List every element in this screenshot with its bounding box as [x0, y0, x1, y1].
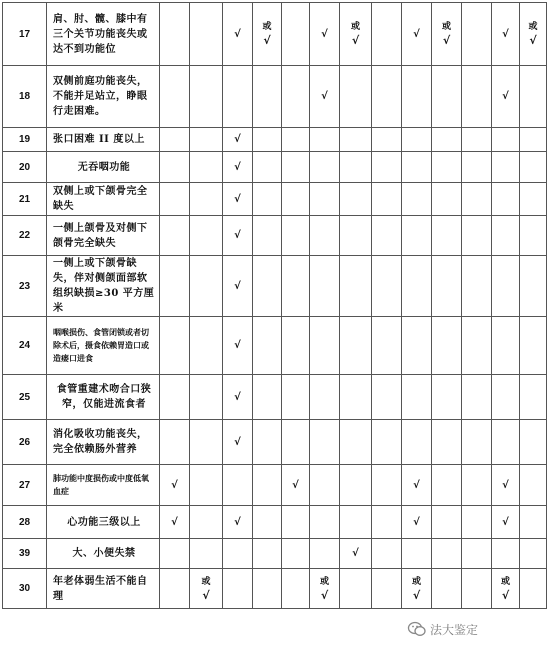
empty-cell: [190, 216, 223, 256]
check-mark: √: [160, 506, 190, 539]
empty-cell: [402, 256, 432, 317]
table-row: [3, 216, 547, 256]
item-number: 27: [3, 465, 47, 506]
empty-cell: [372, 539, 402, 569]
empty-cell: [282, 216, 310, 256]
table-row: [3, 539, 547, 569]
table-row: [3, 506, 547, 539]
table-row: [3, 66, 547, 128]
check-mark: √: [223, 216, 253, 256]
check-mark: √: [492, 3, 520, 66]
check-mark: √: [492, 506, 520, 539]
empty-cell: [372, 152, 402, 183]
empty-cell: [282, 66, 310, 128]
empty-cell: [432, 152, 462, 183]
check-mark: √: [340, 539, 372, 569]
empty-cell: [160, 216, 190, 256]
empty-cell: [492, 420, 520, 465]
or-label: 或: [441, 22, 451, 32]
empty-cell: [190, 3, 223, 66]
empty-cell: [160, 420, 190, 465]
empty-cell: [190, 152, 223, 183]
table-row: [3, 152, 547, 183]
empty-cell: [520, 506, 547, 539]
empty-cell: [253, 66, 282, 128]
item-number: 19: [3, 128, 47, 152]
check-mark: √: [223, 317, 253, 375]
empty-cell: [520, 128, 547, 152]
empty-cell: [190, 66, 223, 128]
check-mark: √: [223, 375, 253, 420]
disability-criteria-table: [2, 2, 547, 609]
empty-cell: [402, 128, 432, 152]
or-label: 或: [201, 576, 211, 587]
empty-cell: [340, 506, 372, 539]
empty-cell: [282, 3, 310, 66]
empty-cell: [253, 317, 282, 375]
empty-cell: [190, 420, 223, 465]
empty-cell: [432, 375, 462, 420]
empty-cell: [520, 465, 547, 506]
empty-cell: [160, 539, 190, 569]
empty-cell: [492, 539, 520, 569]
check-icon: √: [320, 588, 329, 602]
empty-cell: [372, 317, 402, 375]
item-description: 无吞咽功能: [47, 152, 160, 183]
empty-cell: [520, 569, 547, 609]
empty-cell: [253, 506, 282, 539]
item-description: 大、小便失禁: [47, 539, 160, 569]
item-description: 年老体弱生活不能自理: [47, 569, 160, 609]
empty-cell: [310, 465, 340, 506]
empty-cell: [372, 128, 402, 152]
empty-cell: [282, 420, 310, 465]
table-row: [3, 569, 547, 609]
empty-cell: [223, 539, 253, 569]
empty-cell: [160, 128, 190, 152]
empty-cell: [462, 506, 492, 539]
item-number: 22: [3, 216, 47, 256]
item-description: 张口困难 II 度以上: [47, 128, 160, 152]
check-mark: √: [223, 152, 253, 183]
check-icon: √: [501, 588, 510, 602]
check-mark: √: [160, 465, 190, 506]
check-mark: √: [223, 420, 253, 465]
check-icon: √: [351, 34, 360, 47]
item-description: 消化吸收功能丧失，完全依赖肠外营养: [47, 420, 160, 465]
empty-cell: [492, 183, 520, 216]
empty-cell: [462, 152, 492, 183]
table-row: [3, 317, 547, 375]
empty-cell: [310, 216, 340, 256]
empty-cell: [340, 183, 372, 216]
empty-cell: [160, 317, 190, 375]
empty-cell: [372, 569, 402, 609]
item-number: 30: [3, 569, 47, 609]
empty-cell: [223, 465, 253, 506]
empty-cell: [282, 128, 310, 152]
empty-cell: [402, 375, 432, 420]
check-icon: √: [263, 34, 271, 47]
empty-cell: [190, 317, 223, 375]
or-check-mark: [432, 3, 462, 66]
empty-cell: [253, 375, 282, 420]
empty-cell: [340, 128, 372, 152]
empty-cell: [340, 569, 372, 609]
empty-cell: [282, 256, 310, 317]
or-label: 或: [500, 576, 510, 587]
empty-cell: [462, 317, 492, 375]
check-icon: √: [442, 34, 451, 47]
or-label: 或: [411, 576, 421, 587]
empty-cell: [402, 420, 432, 465]
empty-cell: [282, 375, 310, 420]
empty-cell: [402, 216, 432, 256]
table-row: [3, 420, 547, 465]
empty-cell: [340, 317, 372, 375]
empty-cell: [372, 375, 402, 420]
check-icon: √: [202, 588, 210, 602]
empty-cell: [520, 216, 547, 256]
empty-cell: [432, 216, 462, 256]
table-row: [3, 183, 547, 216]
check-mark: √: [223, 183, 253, 216]
or-check-mark: [402, 569, 432, 609]
empty-cell: [432, 128, 462, 152]
empty-cell: [160, 183, 190, 216]
check-mark: √: [223, 506, 253, 539]
empty-cell: [310, 256, 340, 317]
empty-cell: [253, 183, 282, 216]
check-mark: √: [310, 66, 340, 128]
wechat-watermark: [408, 618, 516, 640]
empty-cell: [190, 539, 223, 569]
empty-cell: [432, 317, 462, 375]
empty-cell: [520, 375, 547, 420]
empty-cell: [282, 183, 310, 216]
empty-cell: [340, 152, 372, 183]
empty-cell: [492, 375, 520, 420]
watermark-text: 法大鉴定: [430, 622, 479, 637]
item-number: 20: [3, 152, 47, 183]
empty-cell: [310, 375, 340, 420]
table-row: [3, 375, 547, 420]
empty-cell: [520, 420, 547, 465]
item-number: 26: [3, 420, 47, 465]
empty-cell: [253, 216, 282, 256]
empty-cell: [402, 66, 432, 128]
table-row: [3, 3, 547, 66]
item-number: 24: [3, 317, 47, 375]
empty-cell: [253, 420, 282, 465]
empty-cell: [310, 183, 340, 216]
empty-cell: [402, 152, 432, 183]
empty-cell: [253, 569, 282, 609]
empty-cell: [432, 569, 462, 609]
table-row: [3, 465, 547, 506]
item-description: 双侧上或下颌骨完全缺失: [47, 183, 160, 216]
item-number: 18: [3, 66, 47, 128]
item-number: 23: [3, 256, 47, 317]
empty-cell: [372, 420, 402, 465]
item-number: 39: [3, 539, 47, 569]
empty-cell: [282, 539, 310, 569]
empty-cell: [310, 506, 340, 539]
empty-cell: [462, 465, 492, 506]
empty-cell: [432, 539, 462, 569]
check-mark: √: [223, 3, 253, 66]
or-label: 或: [319, 576, 329, 587]
empty-cell: [462, 420, 492, 465]
check-mark: √: [492, 465, 520, 506]
or-label: 或: [528, 22, 538, 32]
check-mark: √: [402, 506, 432, 539]
empty-cell: [253, 539, 282, 569]
empty-cell: [190, 256, 223, 317]
table-row: [3, 128, 547, 152]
or-label: 或: [350, 22, 360, 32]
check-icon: √: [529, 34, 537, 47]
empty-cell: [432, 465, 462, 506]
empty-cell: [520, 317, 547, 375]
empty-cell: [372, 216, 402, 256]
empty-cell: [340, 465, 372, 506]
item-description: 一侧上颌骨及对侧下颌骨完全缺失: [47, 216, 160, 256]
item-number: 25: [3, 375, 47, 420]
empty-cell: [223, 66, 253, 128]
empty-cell: [160, 569, 190, 609]
empty-cell: [340, 216, 372, 256]
or-check-mark: [253, 3, 282, 66]
empty-cell: [462, 128, 492, 152]
empty-cell: [402, 539, 432, 569]
empty-cell: [310, 128, 340, 152]
check-mark: √: [492, 66, 520, 128]
empty-cell: [160, 375, 190, 420]
empty-cell: [462, 66, 492, 128]
empty-cell: [432, 420, 462, 465]
empty-cell: [432, 256, 462, 317]
empty-cell: [160, 3, 190, 66]
empty-cell: [492, 216, 520, 256]
empty-cell: [520, 152, 547, 183]
item-description: 心功能三级以上: [47, 506, 160, 539]
item-description: 肺功能中度损伤或中度低氧血症: [47, 465, 160, 506]
empty-cell: [253, 152, 282, 183]
empty-cell: [372, 506, 402, 539]
item-description: 咽喉损伤、食管闭锁或者切除术后，摄食依赖胃造口或造瘘口进食: [47, 317, 160, 375]
empty-cell: [340, 66, 372, 128]
empty-cell: [492, 317, 520, 375]
empty-cell: [432, 183, 462, 216]
empty-cell: [402, 317, 432, 375]
empty-cell: [372, 256, 402, 317]
item-description: 双侧前庭功能丧失，不能并足站立，睁眼行走困难。: [47, 66, 160, 128]
empty-cell: [282, 569, 310, 609]
or-check-mark: [190, 569, 223, 609]
wechat-icon: [408, 621, 426, 637]
empty-cell: [520, 539, 547, 569]
check-icon: √: [412, 588, 421, 602]
empty-cell: [462, 183, 492, 216]
empty-cell: [190, 128, 223, 152]
or-check-mark: [492, 569, 520, 609]
check-mark: √: [402, 3, 432, 66]
empty-cell: [492, 128, 520, 152]
empty-cell: [520, 256, 547, 317]
empty-cell: [372, 183, 402, 216]
empty-cell: [282, 317, 310, 375]
item-number: 28: [3, 506, 47, 539]
empty-cell: [462, 569, 492, 609]
item-number: 17: [3, 3, 47, 66]
item-description: 一侧上或下颌骨缺失，伴对侧颌面部软组织缺损≥30 平方厘米: [47, 256, 160, 317]
empty-cell: [310, 420, 340, 465]
or-check-mark: [340, 3, 372, 66]
empty-cell: [190, 506, 223, 539]
empty-cell: [462, 256, 492, 317]
empty-cell: [432, 66, 462, 128]
check-mark: √: [282, 465, 310, 506]
empty-cell: [462, 216, 492, 256]
empty-cell: [432, 506, 462, 539]
empty-cell: [223, 569, 253, 609]
empty-cell: [520, 66, 547, 128]
empty-cell: [492, 256, 520, 317]
empty-cell: [372, 465, 402, 506]
check-mark: √: [310, 3, 340, 66]
empty-cell: [282, 152, 310, 183]
empty-cell: [462, 3, 492, 66]
item-number: 21: [3, 183, 47, 216]
table-row: [3, 256, 547, 317]
or-check-mark: [520, 3, 547, 66]
or-label: 或: [262, 22, 272, 32]
empty-cell: [372, 66, 402, 128]
empty-cell: [160, 256, 190, 317]
empty-cell: [282, 506, 310, 539]
empty-cell: [492, 152, 520, 183]
empty-cell: [402, 183, 432, 216]
empty-cell: [253, 465, 282, 506]
check-mark: √: [223, 128, 253, 152]
empty-cell: [160, 66, 190, 128]
empty-cell: [340, 375, 372, 420]
empty-cell: [462, 375, 492, 420]
empty-cell: [190, 183, 223, 216]
empty-cell: [520, 183, 547, 216]
empty-cell: [340, 256, 372, 317]
item-description: 食管重建术吻合口狭窄，仅能进流食者: [47, 375, 160, 420]
empty-cell: [310, 152, 340, 183]
empty-cell: [310, 539, 340, 569]
empty-cell: [310, 317, 340, 375]
empty-cell: [253, 256, 282, 317]
or-check-mark: [310, 569, 340, 609]
empty-cell: [253, 128, 282, 152]
empty-cell: [190, 465, 223, 506]
check-mark: √: [223, 256, 253, 317]
empty-cell: [462, 539, 492, 569]
empty-cell: [340, 420, 372, 465]
item-description: 肩、肘、髋、膝中有三个关节功能丧失或达不到功能位: [47, 3, 160, 66]
empty-cell: [190, 375, 223, 420]
empty-cell: [372, 3, 402, 66]
empty-cell: [160, 152, 190, 183]
check-mark: √: [402, 465, 432, 506]
